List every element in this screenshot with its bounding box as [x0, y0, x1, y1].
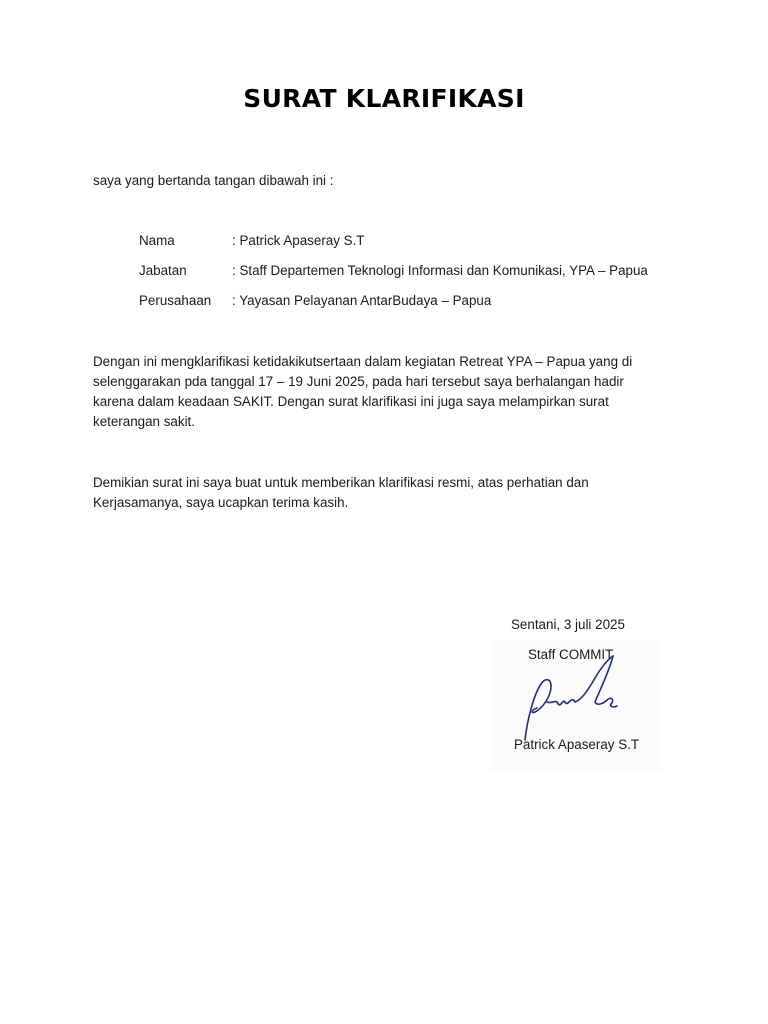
closing-paragraph — [93, 473, 673, 513]
signer-name: Patrick Apaseray S.T — [514, 737, 640, 752]
name-label: Nama — [139, 233, 175, 248]
signer-position: Staff COMMIT — [528, 647, 614, 662]
paragraph-line: karena dalam keadaan SAKIT. Dengan surat klarifikasi ini juga saya melampirkan surat — [93, 394, 609, 409]
name-value: : Patrick Apaseray S.T — [232, 233, 365, 248]
clarification-paragraph — [93, 352, 673, 432]
handwritten-signature — [515, 652, 630, 744]
paragraph-line: Kerjasamanya, saya ucapkan terima kasih. — [93, 495, 349, 510]
company-label: Perusahaan — [139, 293, 212, 308]
position-label: Jabatan — [139, 263, 187, 278]
intro-text: saya yang bertanda tangan dibawah ini : — [93, 173, 334, 188]
paragraph-line: selenggarakan pda tanggal 17 – 19 Juni 2025, pada hari tersebut saya berhalangan hadir — [93, 374, 624, 389]
paragraph-line: keterangan sakit. — [93, 414, 195, 429]
company-value: : Yayasan Pelayanan AntarBudaya – Papua — [232, 293, 492, 308]
letter-title: SURAT KLARIFIKASI — [243, 84, 525, 113]
paragraph-line: Demikian surat ini saya buat untuk memberikan klarifikasi resmi, atas perhatian dan — [93, 475, 589, 490]
paragraph-line: Dengan ini mengklarifikasi ketidakikutsertaan dalam kegiatan Retreat YPA – Papua yang di — [93, 354, 633, 369]
place-date: Sentani, 3 juli 2025 — [511, 617, 625, 632]
position-value: : Staff Departemen Teknologi Informasi dan Komunikasi, YPA – Papua — [232, 263, 648, 278]
